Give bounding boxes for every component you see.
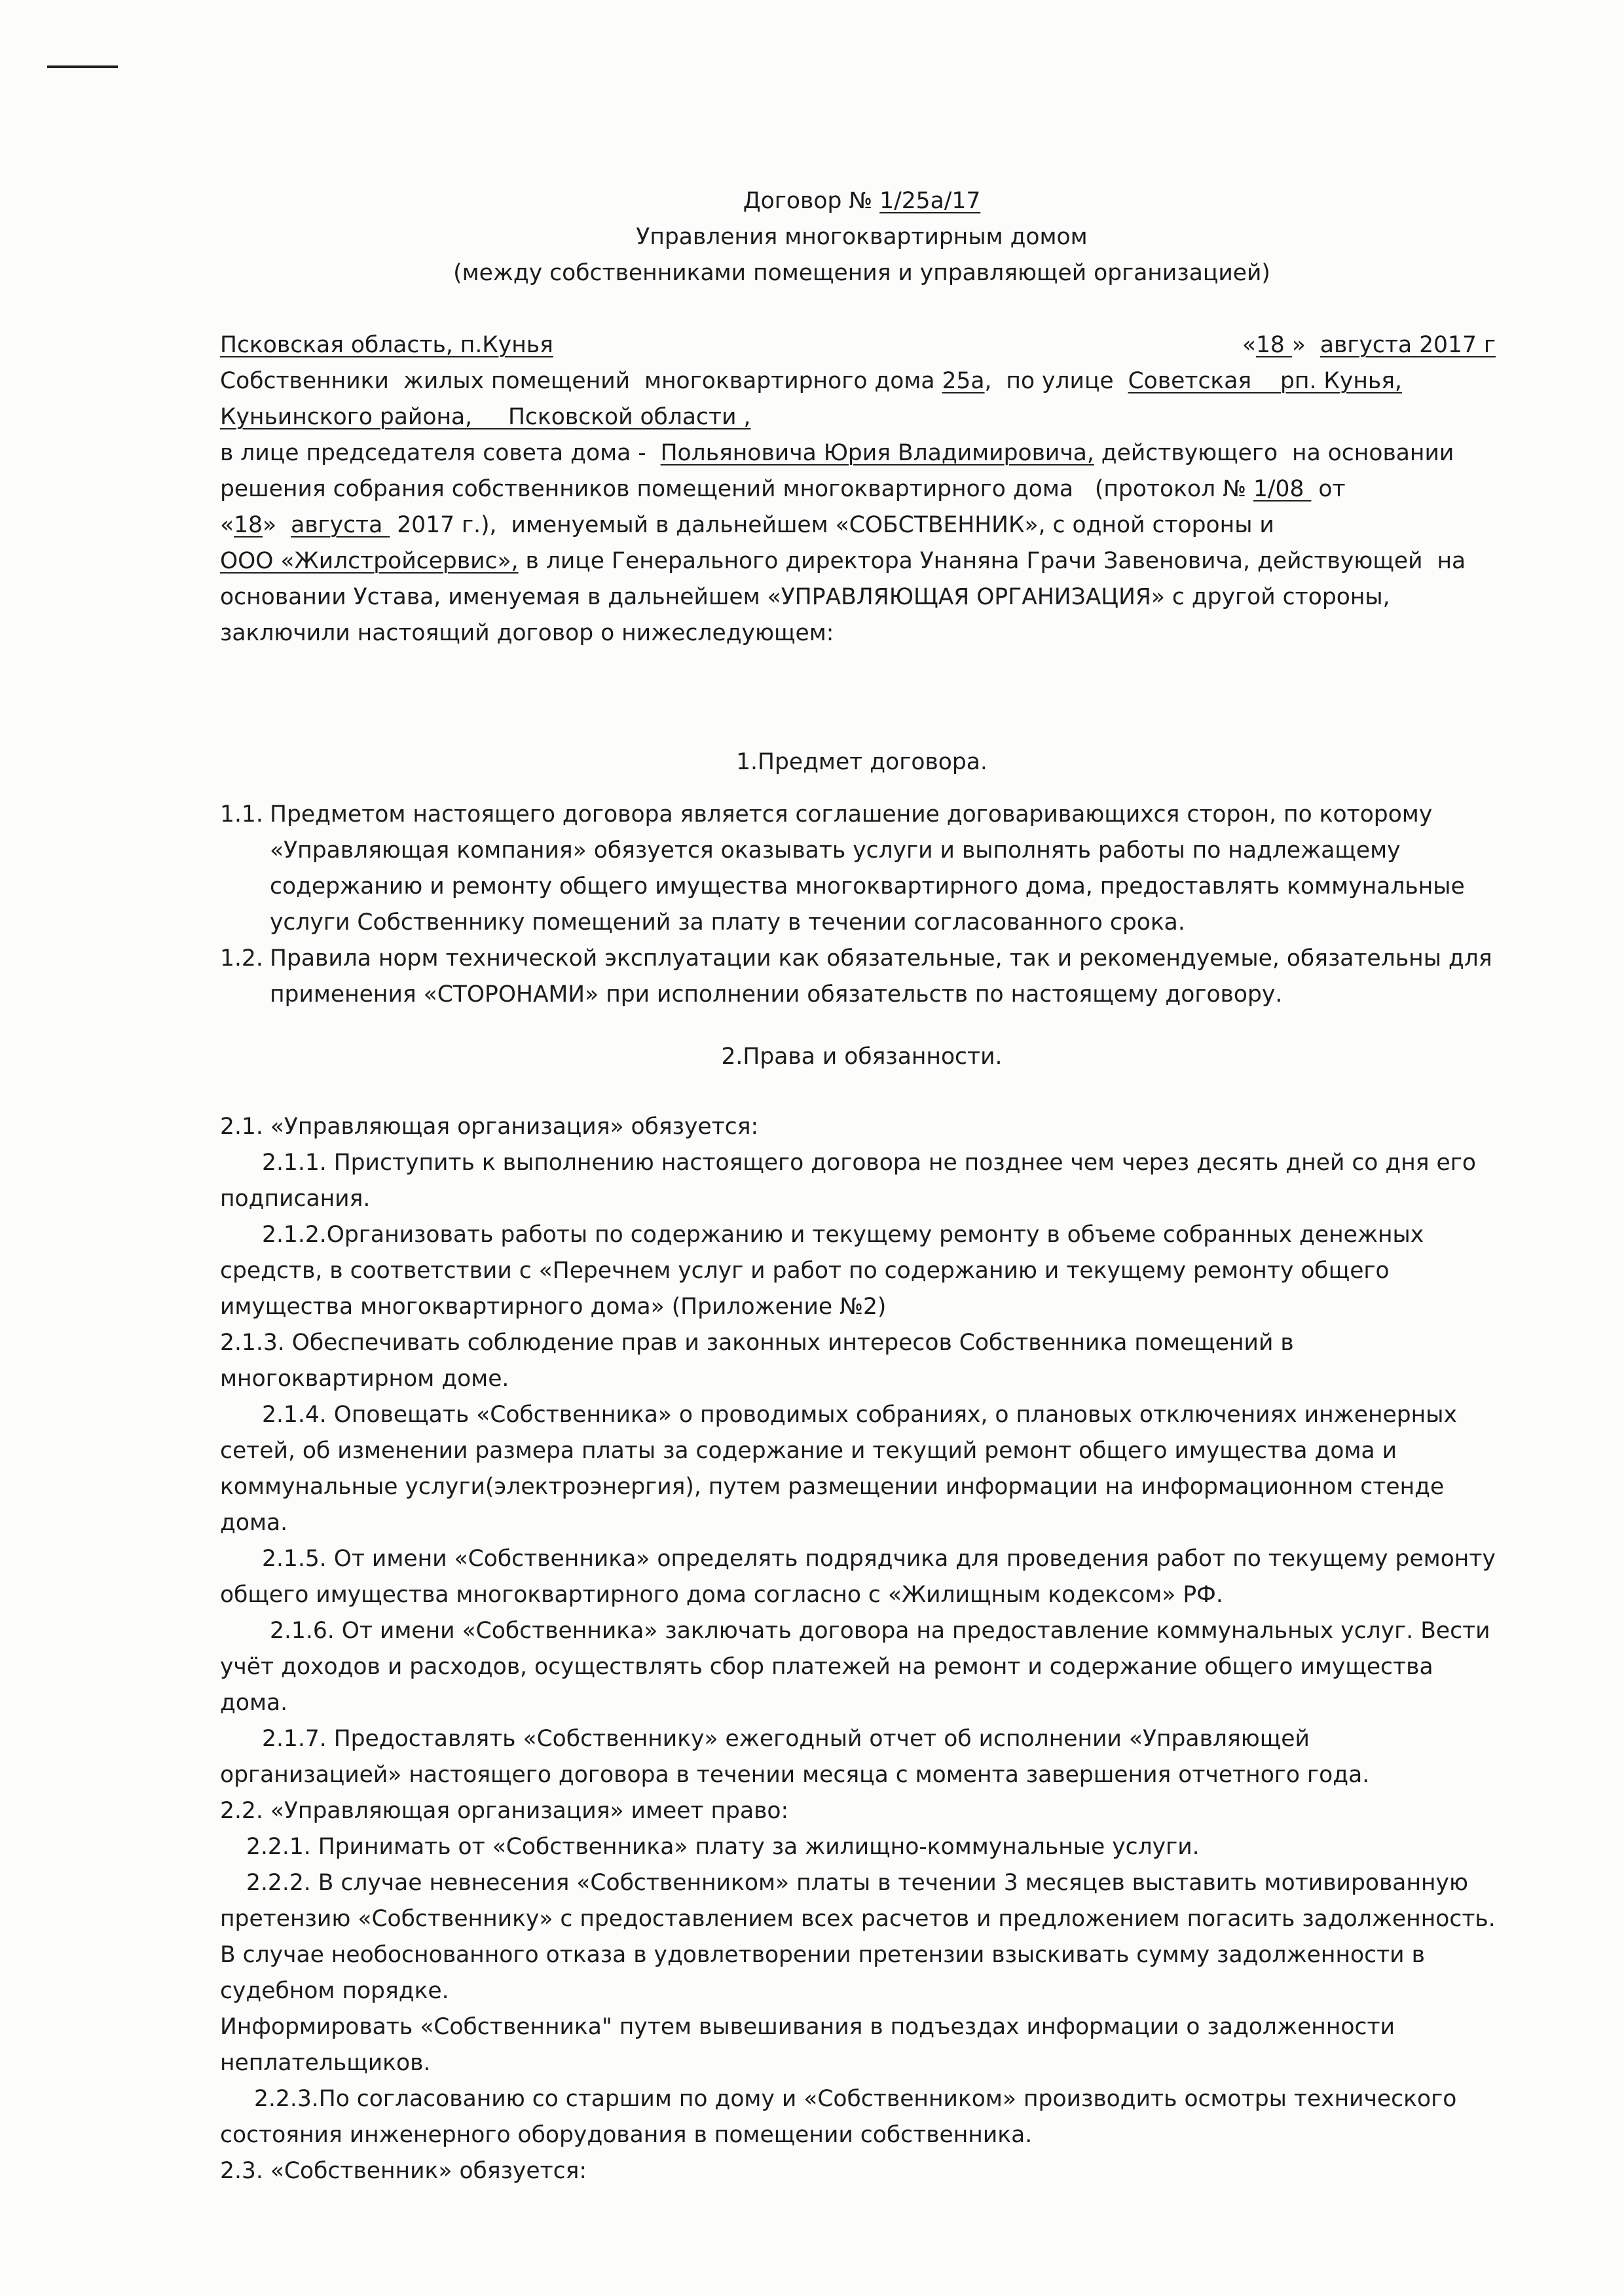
contract-document (220, 183, 1504, 2189)
section-2-line: 2.1. «Управляющая организация» обязуется: (220, 1114, 759, 1140)
section-2-line: подписания. (220, 1186, 371, 1212)
protocol-day: 18 (234, 512, 263, 538)
parties-text: в лице председателя совета дома - (220, 440, 661, 466)
parties-line-8: заключили настоящий договор о нижеследующем: (220, 620, 834, 646)
section-2-line: В случае необоснованного отказа в удовлетворении претензии взыскивать сумму задолженности в (220, 1942, 1425, 1968)
section-2-line: дома. (220, 1510, 288, 1536)
document-subtitle: Управления многоквартирным домом (636, 224, 1088, 250)
section-2-line: учёт доходов и расходов, осуществлять сбор платежей на ремонт и содержание общего имущества (220, 1654, 1433, 1680)
house-number: 25а (942, 368, 985, 394)
parties-text: Собственники жилых помещений многоквартирного дома (220, 368, 942, 394)
item-number: 1.1. (220, 801, 263, 828)
section-2-line: неплательщиков. (220, 2050, 431, 2076)
section-1-heading: 1.Предмет договора. (736, 749, 987, 775)
section-1-item (220, 941, 1504, 1013)
parties-text: в лице Генерального директора Унаняна Грачи Завеновича, действующей на (518, 548, 1466, 574)
document-title (220, 183, 1504, 219)
parties-line-6 (220, 543, 1504, 579)
section-2-line: 2.1.4. Оповещать «Собственника» о проводимых собраниях, о плановых отключениях инженерных (262, 1402, 1457, 1428)
parties-text: действующего на основании (1094, 440, 1454, 466)
section-2-line: 2.2.1. Принимать от «Собственника» плату за жилищно-коммунальные услуги. (246, 1834, 1200, 1860)
organization-name: ООО «Жилстройсервис», (220, 548, 519, 574)
item-text (270, 797, 1504, 941)
date-day: 18 (1255, 332, 1292, 358)
section-2-line: Информировать «Собственника" путем вывешивания в подъездах информации о задолженности (220, 2014, 1395, 2040)
parties-line-7: основании Устава, именуемая в дальнейшем «УПРАВЛЯЮЩАЯ ОРГАНИЗАЦИЯ» с другой стороны, (220, 584, 1390, 610)
section-1-items (220, 797, 1504, 1013)
section-2-line: общего имущества многоквартирного дома согласно с «Жилищным кодексом» РФ. (220, 1582, 1223, 1608)
protocol-month: августа (291, 512, 390, 538)
section-2-line: 2.1.7. Предоставлять «Собственнику» ежегодный отчет об исполнении «Управляющей (262, 1726, 1310, 1752)
date-quote-open: « (1242, 332, 1256, 358)
section-2-line: 2.2. «Управляющая организация» имеет право: (220, 1798, 789, 1824)
place-date-line (220, 327, 1504, 363)
section-2-line: коммунальные услуги(электроэнергия), путем размещении информации на информационном стенде (220, 1474, 1445, 1500)
section-2-line: имущества многоквартирного дома» (Приложение №2) (220, 1294, 887, 1320)
section-2-line: судебном порядке. (220, 1978, 449, 2004)
item-line: применения «СТОРОНАМИ» при исполнении обязательств по настоящему договору. (270, 981, 1283, 1008)
section-2-line: 2.2.3.По согласованию со старшим по дому и «Собственником» производить осмотры технического (254, 2086, 1457, 2112)
parties-text: решения собрания собственников помещений многоквартирного дома (протокол № (220, 476, 1253, 502)
section-2-line: сетей, об изменении размера платы за содержание и текущий ремонт общего имущества дома и (220, 1438, 1397, 1464)
item-text (270, 941, 1504, 1013)
place: Псковская область, п.Кунья (220, 332, 553, 358)
item-line: услуги Собственнику помещений за плату в течении согласованного срока. (270, 909, 1185, 936)
section-2-line: 2.1.1. Приступить к выполнению настоящего договора не позднее чем через десять дней со дня его (262, 1150, 1476, 1176)
parties-text: « (220, 512, 234, 538)
section-2-line: многоквартирном доме. (220, 1366, 509, 1392)
section-2-heading: 2.Права и обязанности. (721, 1044, 1003, 1070)
contract-date (1242, 327, 1496, 363)
chairman-name: Польяновича Юрия Владимировича, (660, 440, 1094, 466)
section-2-line: претензию «Собственнику» с предоставлением всех расчетов и предложением погасить задолженность. (220, 1906, 1496, 1932)
section-2-body (220, 1109, 1504, 2189)
section-2-line: средств, в соответствии с «Перечнем услуг и работ по содержанию и текущему ремонту общего (220, 1258, 1390, 1284)
street-name: Советская рп. Кунья, (1128, 368, 1402, 394)
item-line: Правила норм технической эксплуатации как обязательные, так и рекомендуемые, обязательны для (270, 945, 1492, 972)
title-prefix: Договор № (743, 188, 880, 214)
section-1-item (220, 797, 1504, 941)
section-2-line: 2.2.2. В случае невнесения «Собственником» платы в течении 3 месяцев выставить мотивированную (246, 1870, 1469, 1896)
item-line: Предметом настоящего договора является соглашение договаривающихся сторон, по которому (270, 801, 1433, 828)
parties-line-2: Куньинского района, Псковской области , (220, 404, 751, 430)
parties-text: , по улице (984, 368, 1128, 394)
scan-mark (47, 65, 118, 68)
parties-text: 2017 г.), именуемый в дальнейшем «СОБСТВЕННИК», с одной стороны и (390, 512, 1274, 538)
section-2-line: 2.1.2.Организовать работы по содержанию и текущему ремонту в объеме собранных денежных (262, 1222, 1424, 1248)
item-line: «Управляющая компания» обязуется оказывать услуги и выполнять работы по надлежащему (270, 837, 1401, 864)
section-2-line: состояния инженерного оборудования в помещении собственника. (220, 2122, 1033, 2148)
parties-line-5 (220, 507, 1504, 543)
date-month-year: августа 2017 г (1320, 332, 1496, 358)
parties-text: » (263, 512, 291, 538)
contract-number: 1/25а/17 (879, 188, 981, 214)
item-number: 1.2. (220, 945, 263, 972)
section-2-line: 2.3. «Собственник» обязуется: (220, 2158, 587, 2184)
protocol-number: 1/08 (1253, 476, 1312, 502)
date-quote-close: » (1291, 332, 1320, 358)
parties-line-1 (220, 363, 1504, 399)
section-2-line: 2.1.3. Обеспечивать соблюдение прав и законных интересов Собственника помещений в (220, 1330, 1294, 1356)
parties-line-3 (220, 435, 1504, 471)
section-2-line: 2.1.5. От имени «Собственника» определять подрядчика для проведения работ по текущему ремонту (262, 1546, 1496, 1572)
section-2-line: дома. (220, 1690, 288, 1716)
parties-text: от (1311, 476, 1346, 502)
section-2-line: 2.1.6. От имени «Собственника» заключать договора на предоставление коммунальных услуг. Вести (270, 1618, 1490, 1644)
item-line: содержанию и ремонту общего имущества многоквартирного дома, предоставлять коммунальные (270, 873, 1465, 900)
parties-line-4 (220, 471, 1504, 507)
section-2-line: организацией» настоящего договора в течении месяца с момента завершения отчетного года. (220, 1762, 1370, 1788)
document-subtitle-parties: (между собственниками помещения и управляющей организацией) (453, 260, 1270, 286)
